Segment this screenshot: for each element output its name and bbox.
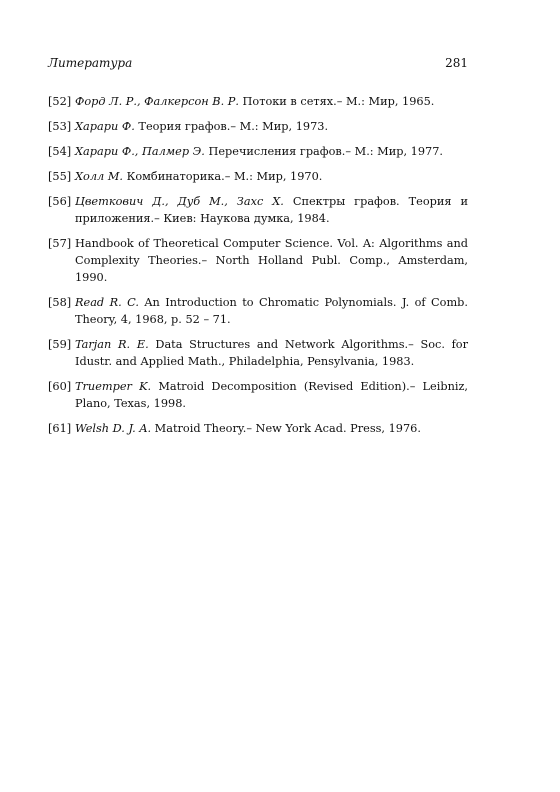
- reference-number: [58]: [48, 296, 72, 309]
- reference-authors: Харари Ф., Палмер Э.: [75, 145, 209, 158]
- reference-number: [59]: [48, 338, 72, 351]
- running-head: [48, 54, 468, 72]
- reference-number: [53]: [48, 120, 72, 133]
- reference-item: [48, 235, 468, 286]
- reference-authors: Форд Л. Р., Фалкерсон В. Р.: [75, 95, 243, 108]
- reference-text: Комбинаторика.– М.: Мир, 1970.: [126, 170, 323, 183]
- reference-item: [48, 294, 468, 328]
- page-number: 281: [445, 56, 468, 70]
- reference-text: Перечисления графов.– М.: Мир, 1977.: [208, 145, 444, 158]
- reference-item: [48, 168, 468, 185]
- reference-authors: Холл М.: [75, 170, 127, 183]
- reference-number: [61]: [48, 422, 72, 435]
- reference-text: Matroid Decomposition (Revised Edition).– Leibniz, Plano, Texas, 1998.: [75, 380, 468, 410]
- reference-number: [60]: [48, 380, 72, 393]
- reference-text: Спектры графов. Теория и приложения.– Киев: Наукова думка, 1984.: [75, 195, 468, 225]
- reference-authors: Read R. C.: [75, 296, 145, 309]
- reference-text: Handbook of Theoretical Computer Science. Vol. A: Algorithms and Complexity Theories.– North Holland Publ. Comp., Amsterdam, 1990.: [75, 237, 468, 284]
- reference-item: [48, 118, 468, 135]
- reference-number: [55]: [48, 170, 72, 183]
- reference-item: [48, 420, 468, 437]
- reference-text: Теория графов.– М.: Мир, 1973.: [138, 120, 329, 133]
- reference-text: Потоки в сетях.– М.: Мир, 1965.: [242, 95, 435, 108]
- reference-number: [56]: [48, 195, 72, 208]
- reference-number: [54]: [48, 145, 72, 158]
- reference-item: [48, 378, 468, 412]
- reference-authors: Харари Ф.: [75, 120, 139, 133]
- reference-item: [48, 93, 468, 110]
- reference-item: [48, 143, 468, 160]
- reference-number: [52]: [48, 95, 72, 108]
- reference-item: [48, 193, 468, 227]
- reference-list: [48, 93, 468, 445]
- reference-number: [57]: [48, 237, 72, 250]
- section-title: Литература: [48, 56, 133, 70]
- reference-authors: Truemper K.: [75, 380, 159, 393]
- reference-authors: Welsh D. J. A.: [75, 422, 155, 435]
- reference-item: [48, 336, 468, 370]
- reference-authors: Tarjan R. E.: [75, 338, 156, 351]
- reference-text: An Introduction to Chromatic Polynomials. J. of Comb. Theory, 4, 1968, p. 52 – 71.: [75, 296, 469, 326]
- reference-text: Data Structures and Network Algorithms.– Soc. for Idustr. and Applied Math., Philadelphia, Pensylvania, 1983.: [75, 338, 469, 368]
- reference-text: Matroid Theory.– New York Acad. Press, 1976.: [154, 422, 421, 435]
- reference-authors: Цветкович Д., Дуб М., Захс Х.: [75, 195, 293, 208]
